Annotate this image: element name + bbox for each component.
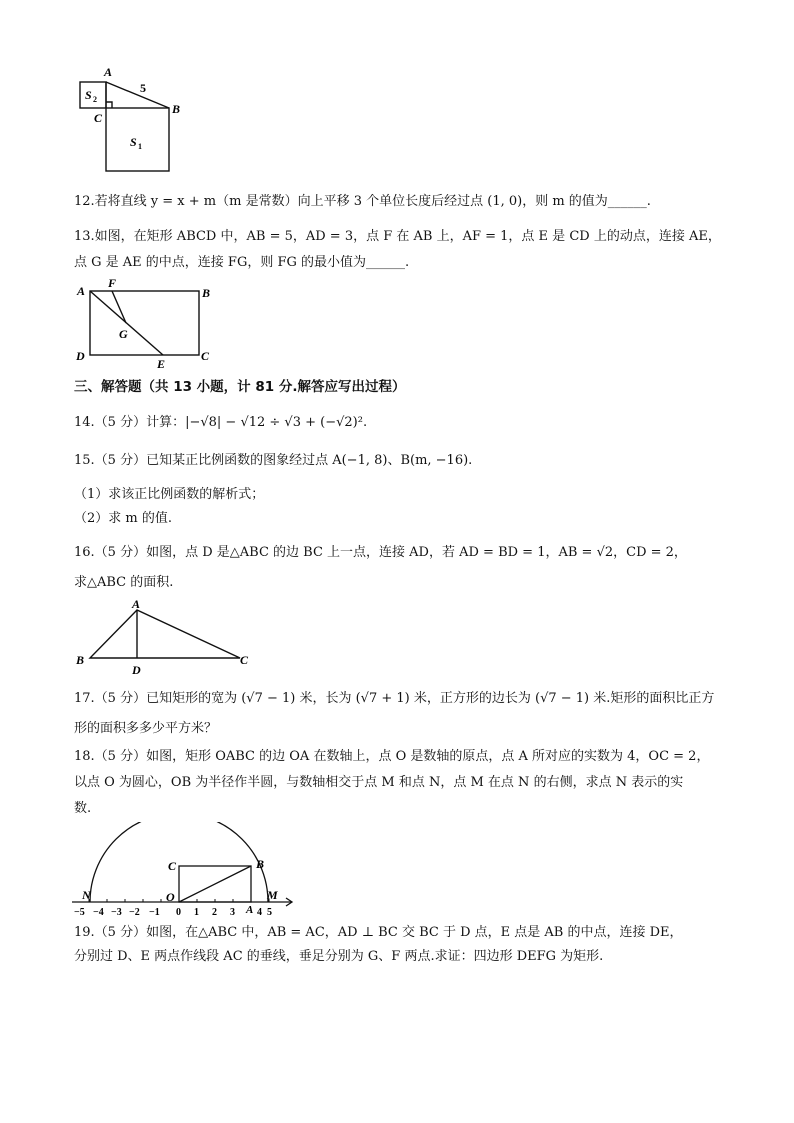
label-b: B	[202, 286, 211, 300]
segment-fg	[112, 291, 126, 323]
label-d: D	[76, 349, 85, 363]
tick-label: −2	[129, 907, 140, 918]
label-s1-sub: 1	[138, 142, 142, 151]
question-15: 15.（5 分）已知某正比例函数的图象经过点 A(−1, 8)、B(m, −16).	[74, 453, 473, 468]
question-15-part2: （2）求 m 的值.	[74, 511, 172, 526]
right-angle-mark	[106, 102, 112, 108]
hypotenuse-ab	[106, 82, 169, 108]
tick-label: −5	[74, 907, 85, 918]
question-19-line1: 19.（5 分）如图，在△ABC 中，AB = AC，AD ⊥ BC 交 BC 于 D 点，E 点是 AB 的中点，连接 DE，	[74, 925, 683, 940]
tick-label: 3	[230, 907, 235, 918]
figure-rectangle-abcd	[74, 278, 224, 370]
triangle	[90, 610, 240, 658]
question-16-line2: 求△ABC 的面积.	[74, 575, 174, 590]
question-17-line1: 17.（5 分）已知矩形的宽为 (√7 − 1) 米，长为 (√7 + 1) 米，正方形的边长为 (√7 − 1) 米.矩形的面积比正方	[74, 691, 715, 706]
figure-square-triangle	[72, 62, 187, 176]
question-18-line2: 以点 O 为圆心，OB 为半径作半圆，与数轴相交于点 M 和点 N，点 M 在点 N 的右侧，求点 N 表示的实	[74, 775, 684, 790]
tick-label: −4	[93, 907, 104, 918]
label-s2-sub: 2	[93, 95, 97, 104]
question-14: 14.（5 分）计算：|−√8| − √12 ÷ √3 + (−√2)².	[74, 415, 368, 430]
tick-label: 2	[212, 907, 217, 918]
question-13-line1: 13.如图，在矩形 ABCD 中，AB = 5，AD = 3，点 F 在 AB 上，AF = 1，点 E 是 CD 上的动点，连接 AE，	[74, 229, 721, 244]
label-c: C	[168, 859, 177, 873]
question-17-line2: 形的面积多多少平方米？	[74, 721, 218, 736]
label-a: A	[104, 65, 113, 79]
tick-label: 4	[257, 907, 262, 918]
label-a: A	[246, 904, 254, 916]
label-o: O	[166, 890, 175, 904]
segment-ob	[179, 866, 251, 902]
question-15-part1: （1）求该正比例函数的解析式；	[74, 487, 265, 502]
label-b: B	[172, 102, 181, 116]
section-3-title: 三、解答题（共 13 小题，计 81 分.解答应写出过程）	[74, 379, 406, 395]
label-b: B	[256, 857, 265, 871]
square-s1	[106, 108, 169, 171]
question-18-line1: 18.（5 分）如图，矩形 OABC 的边 OA 在数轴上，点 O 是数轴的原点，点 A 所对应的实数为 4，OC = 2，	[74, 749, 710, 764]
label-c: C	[201, 349, 210, 363]
question-19-line2: 分别过 D、E 两点作线段 AC 的垂线，垂足分别为 G、F 两点.求证：四边形 DEFG 为矩形.	[74, 949, 604, 964]
rectangle	[90, 291, 199, 355]
label-n: N	[82, 888, 91, 902]
figure-triangle-abc	[72, 596, 258, 680]
segment-ae	[90, 291, 163, 355]
label-g: G	[119, 327, 128, 341]
question-13-line2: 点 G 是 AE 的中点，连接 FG，则 FG 的最小值为______.	[74, 255, 410, 270]
label-e: E	[157, 357, 166, 370]
label-c: C	[240, 653, 249, 667]
question-16-line1: 16.（5 分）如图，点 D 是△ABC 的边 BC 上一点，连接 AD，若 AD = BD = 1，AB = √2，CD = 2，	[74, 545, 687, 560]
label-b: B	[76, 653, 85, 667]
label-f: F	[108, 278, 117, 290]
label-s2: S	[85, 88, 92, 102]
label-a: A	[132, 597, 141, 611]
label-a: A	[77, 284, 86, 298]
question-12: 12.若将直线 y = x + m（m 是常数）向上平移 3 个单位长度后经过点 (1, 0)，则 m 的值为______.	[74, 194, 651, 209]
label-side-5: 5	[140, 81, 146, 95]
tick-label: 0	[176, 907, 181, 918]
tick-label: −1	[149, 907, 160, 918]
tick-labels	[74, 907, 272, 918]
question-18-line3: 数.	[74, 801, 92, 816]
label-s1: S	[130, 135, 137, 149]
figure-number-line	[70, 822, 300, 922]
label-m: M	[267, 888, 278, 902]
tick-label: 5	[267, 907, 272, 918]
label-c: C	[94, 111, 103, 125]
tick-label: −3	[111, 907, 122, 918]
label-d: D	[132, 663, 141, 677]
tick-label: 1	[194, 907, 199, 918]
